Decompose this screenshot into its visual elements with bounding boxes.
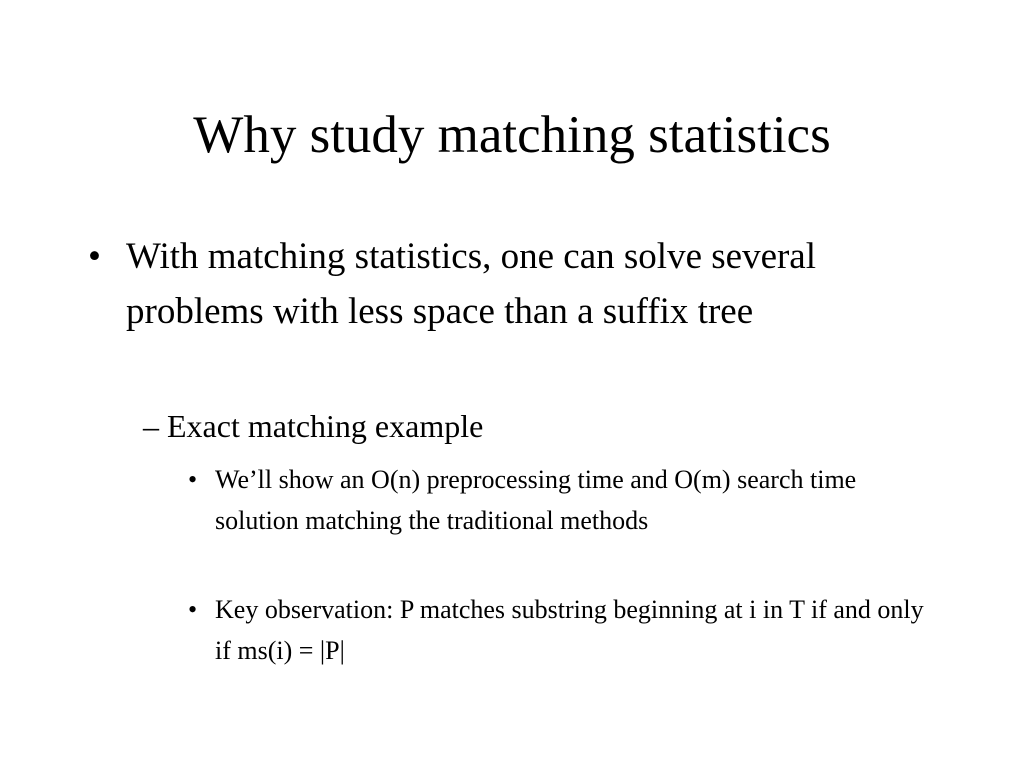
bullet-marker: • (88, 236, 101, 277)
slide-title: Why study matching statistics (193, 106, 831, 164)
bullet-text: With matching statistics, one can solve several problems with less space than a suffix tree (126, 236, 817, 332)
sub-sub-bullet-text: We’ll show an O(n) preprocessing time and O(m) search time solution matching the traditional methods (215, 465, 857, 535)
sub-bullet-marker: – (143, 408, 159, 444)
sub-bullet-text: Exact matching example (167, 408, 484, 444)
sub-sub-bullet-marker: • (188, 595, 198, 624)
sub-sub-bullet-text: Key observation: P matches substring beginning at i in T if and only if ms(i) = |P| (215, 595, 924, 665)
sub-bullet-item (143, 404, 843, 448)
sub-sub-bullet-marker: • (188, 465, 198, 494)
